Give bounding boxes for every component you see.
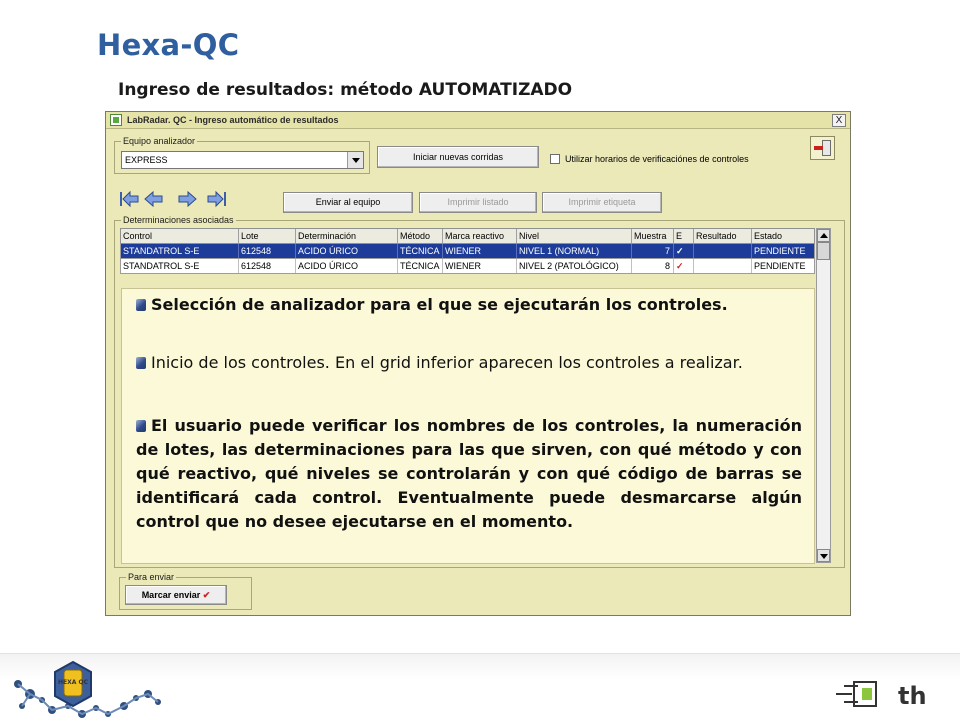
callout-text-1: Selección de analizador para el que se ejecutarán los controles. xyxy=(151,295,728,314)
th-logo xyxy=(834,674,944,714)
column-header-resultado[interactable]: Resultado xyxy=(694,229,752,243)
cell-control: STANDATROL S-E xyxy=(121,259,239,273)
cell-muestra: 8 xyxy=(632,259,674,273)
cell-marca: WIENER xyxy=(443,259,517,273)
cell-e-check[interactable]: ✓ xyxy=(674,259,694,273)
exit-button[interactable] xyxy=(810,136,835,160)
grid-header xyxy=(120,228,815,244)
callout-text-3: El usuario puede verificar los nombres de los controles, la numeración de lotes, las determinaciones para las que sirven, con qué método y con qué reactivo, qué niveles se controlarán y con qué código de barras se identificará cada control. Eventualmente puede desmarcarse algún control que no desee ejecutarse en el momento. xyxy=(136,416,802,531)
svg-text:HEXA QC: HEXA QC xyxy=(58,679,88,686)
analyzer-select[interactable] xyxy=(121,151,364,169)
bullet-icon xyxy=(136,420,146,432)
cell-nivel: NIVEL 1 (NORMAL) xyxy=(517,244,632,258)
table-row[interactable] xyxy=(120,259,815,274)
analyzer-select-value: EXPRESS xyxy=(125,155,168,165)
cell-estado: PENDIENTE xyxy=(754,261,806,271)
cell-resultado[interactable] xyxy=(694,259,752,273)
door-icon xyxy=(822,140,831,156)
slide-subtitle: Ingreso de resultados: método AUTOMATIZADO xyxy=(118,80,573,100)
window-title: LabRadar. QC - Ingreso automático de resultados xyxy=(127,115,339,125)
analyzer-group xyxy=(114,136,370,174)
cell-determinacion: ACIDO ÚRICO xyxy=(296,244,398,258)
next-record-icon[interactable] xyxy=(176,190,199,208)
slide-title: Hexa-QC xyxy=(97,28,240,62)
cell-nivel: NIVEL 2 (PATOLÓGICO) xyxy=(517,259,632,273)
svg-text:th: th xyxy=(898,682,927,710)
cell-metodo: TÉCNICA xyxy=(398,244,443,258)
column-header-nivel[interactable]: Nivel xyxy=(517,229,632,243)
cell-metodo: TÉCNICA xyxy=(398,259,443,273)
exit-arrow-icon xyxy=(814,146,823,150)
window-close-button[interactable]: X xyxy=(832,114,846,127)
cell-muestra: 7 xyxy=(632,244,674,258)
last-record-icon[interactable] xyxy=(205,190,228,208)
scroll-down-icon[interactable] xyxy=(817,549,830,562)
print-label-button[interactable]: Imprimir etiqueta xyxy=(542,192,662,213)
mark-send-button[interactable] xyxy=(125,585,227,605)
callout-item-3 xyxy=(136,414,802,534)
mark-send-label: Marcar enviar xyxy=(141,590,201,600)
previous-record-icon[interactable] xyxy=(142,190,165,208)
scroll-up-icon[interactable] xyxy=(817,229,830,242)
column-header-muestra[interactable]: Muestra xyxy=(632,229,674,243)
bullet-icon xyxy=(136,357,146,369)
column-header-determinacion[interactable]: Determinación xyxy=(296,229,398,243)
cell-control: STANDATROL S-E xyxy=(121,244,239,258)
chevron-down-icon[interactable] xyxy=(347,152,363,168)
table-row[interactable] xyxy=(120,244,815,259)
grid-scrollbar[interactable] xyxy=(816,228,831,563)
analyzer-group-label: Equipo analizador xyxy=(123,136,196,146)
cell-lote: 612548 xyxy=(239,259,296,273)
scroll-thumb[interactable] xyxy=(817,242,830,260)
print-list-button[interactable]: Imprimir listado xyxy=(419,192,537,213)
column-header-metodo[interactable]: Método xyxy=(398,229,443,243)
send-to-device-button[interactable]: Enviar al equipo xyxy=(283,192,413,213)
app-icon xyxy=(110,114,122,126)
column-header-estado[interactable]: Estado xyxy=(754,231,783,241)
column-header-lote[interactable]: Lote xyxy=(239,229,296,243)
cell-estado: PENDIENTE xyxy=(754,246,806,256)
first-record-icon[interactable] xyxy=(118,190,141,208)
schedule-checkbox[interactable] xyxy=(550,154,560,164)
column-header-control[interactable]: Control xyxy=(121,229,239,243)
grid-group-label: Determinaciones asociadas xyxy=(123,215,234,225)
window-titlebar[interactable] xyxy=(106,112,850,129)
cell-lote: 612548 xyxy=(239,244,296,258)
column-header-e[interactable]: E xyxy=(674,229,694,243)
callout-item-1 xyxy=(136,293,802,317)
bullet-icon xyxy=(136,299,146,311)
cell-resultado[interactable] xyxy=(694,244,752,258)
callout-text-2: Inicio de los controles. En el grid inferior aparecen los controles a realizar. xyxy=(151,353,743,372)
schedule-checkbox-label: Utilizar horarios de verificaciónes de controles xyxy=(565,154,749,164)
column-header-marca[interactable]: Marca reactivo xyxy=(443,229,517,243)
cell-marca: WIENER xyxy=(443,244,517,258)
check-icon: ✔ xyxy=(202,590,211,600)
callout-item-2 xyxy=(136,351,802,375)
explanation-callout xyxy=(121,288,815,564)
send-group xyxy=(119,572,252,610)
cell-determinacion: ACIDO ÚRICO xyxy=(296,259,398,273)
start-runs-button[interactable]: Iniciar nuevas corridas xyxy=(377,146,539,168)
send-group-label: Para enviar xyxy=(128,572,175,582)
cell-e-check[interactable]: ✓ xyxy=(674,244,694,258)
app-window xyxy=(105,111,851,616)
hexa-qc-logo xyxy=(52,660,94,708)
